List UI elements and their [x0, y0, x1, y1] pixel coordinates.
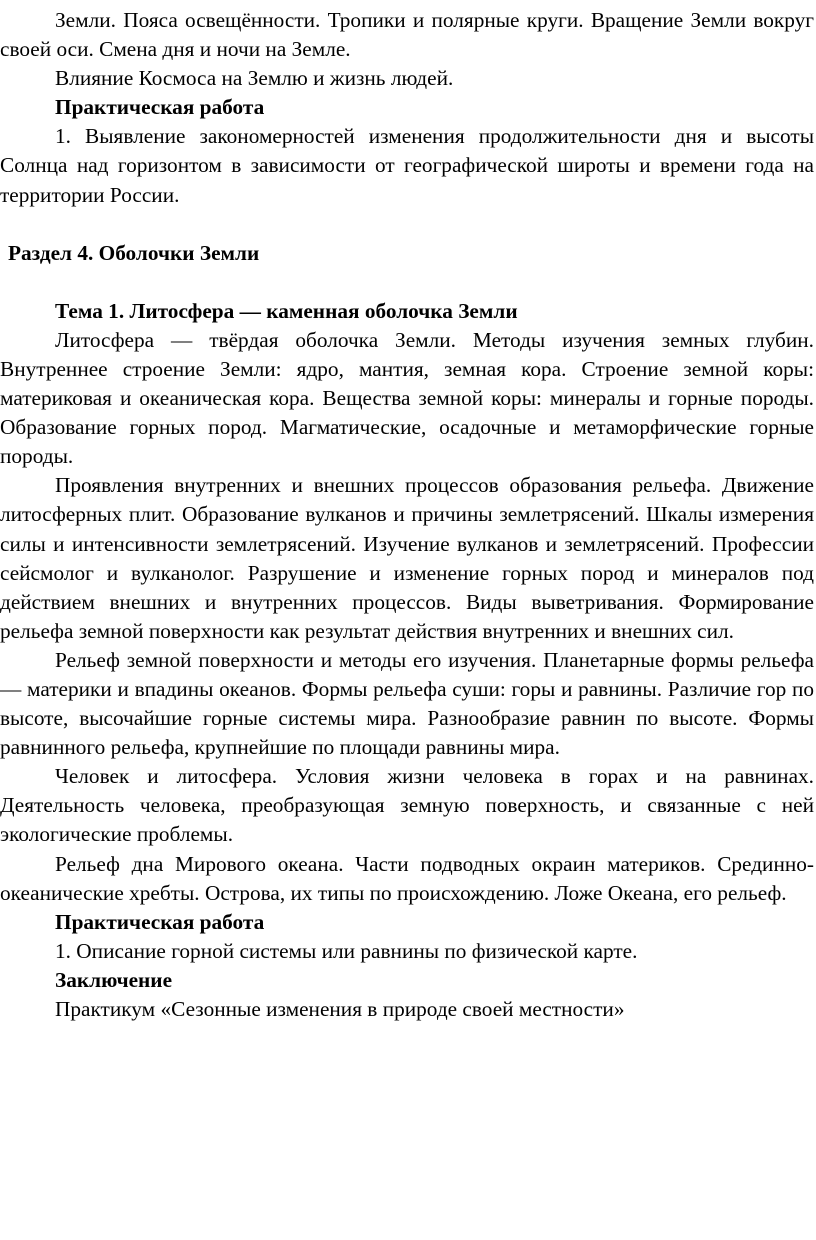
section-4-title: Раздел 4. Оболочки Земли: [8, 240, 260, 265]
topic-paragraph-2: Проявления внутренних и внешних процессов образования рельефа. Движение литосферных плит. Образование вулканов и причины землетрясений. Шкалы измерения силы и интенсивности землетрясений. Изучение вулканов и землетрясений. Профессии сейсмолог и вулканолог. Разрушение и изменение горных пород и минералов под действием внешних и внутренних процессов. Виды выветривания. Формирование рельефа земной поверхности как результат действия внутренних и внешних сил.: [0, 473, 814, 643]
topic-paragraph-4: Человек и литосфера. Условия жизни человека в горах и на равнинах. Деятельность человека, преобразующая земную поверхность, и связанные с ней экологические проблемы.: [0, 764, 814, 847]
practical-work-item-2: 1. Описание горной системы или равнины по физической карте.: [55, 938, 638, 963]
practical-work-heading-2: Практическая работа: [55, 909, 265, 934]
topic-paragraph-1: Литосфера — твёрдая оболочка Земли. Методы изучения земных глубин. Внутреннее строение Земли: ядро, мантия, земная кора. Строение земной коры: материковая и океаническая кора. Вещества земной коры: минералы и горные породы. Образование горных пород. Магматические, осадочные и метаморфические горные породы.: [0, 327, 814, 469]
intro-paragraph-1: Земли. Пояса освещённости. Тропики и полярные круги. Вращение Земли вокруг своей оси. Смена дня и ночи на Земле.: [0, 8, 814, 62]
topic-paragraph-3: Рельеф земной поверхности и методы его изучения. Планетарные формы рельефа — материки и впадины океанов. Формы рельефа суши: горы и равнины. Различие гор по высоте, высочайшие горные системы мира. Разнообразие равнин по высоте. Формы равнинного рельефа, крупнейшие по площади равнины мира.: [0, 647, 814, 760]
intro-paragraph-2: Влияние Космоса на Землю и жизнь людей.: [55, 66, 454, 91]
spacer: [0, 210, 814, 239]
topic-paragraph-5: Рельеф дна Мирового океана. Части подводных окраин материков. Срединно-океанические хребты. Острова, их типы по происхождению. Ложе Океана, его рельеф.: [0, 851, 814, 905]
conclusion-text: Практикум «Сезонные изменения в природе своей местности»: [55, 997, 625, 1021]
practical-work-item-1: 1. Выявление закономерностей изменения продолжительности дня и высоты Солнца над горизонтом в зависимости от географической широты и времени года на территории России.: [0, 124, 814, 207]
conclusion-heading: Заключение: [55, 967, 173, 992]
practical-work-heading-1: Практическая работа: [55, 95, 265, 120]
spacer: [0, 268, 814, 297]
topic-1-title: Тема 1. Литосфера — каменная оболочка Земли: [55, 298, 518, 323]
